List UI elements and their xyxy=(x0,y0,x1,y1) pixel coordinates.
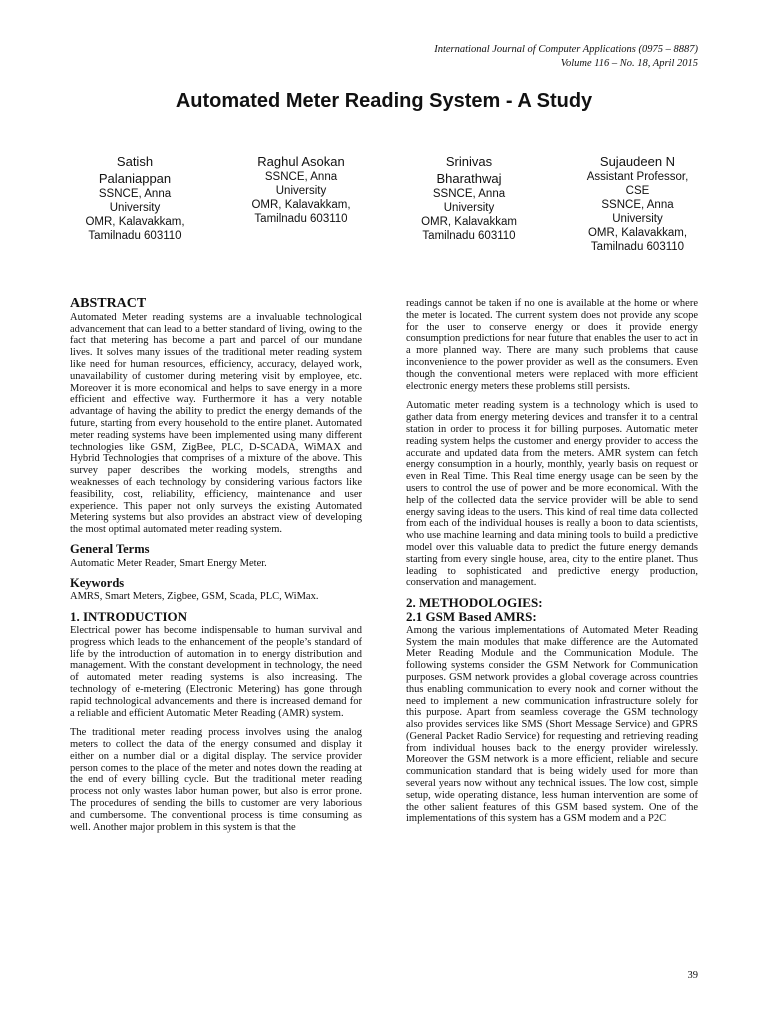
author-affiliation: SSNCE, Anna xyxy=(264,171,338,183)
author-affiliation: University xyxy=(612,213,663,225)
gsm-heading: 2.1 GSM Based AMRS: xyxy=(406,608,537,624)
author-block xyxy=(70,153,200,243)
author-name: Palaniappan xyxy=(98,171,172,186)
author-name: Raghul Asokan xyxy=(257,154,345,169)
author-affiliation: University xyxy=(109,202,161,214)
author-block xyxy=(404,153,534,243)
author-affiliation: Tamilnadu 603110 xyxy=(422,230,516,242)
general-terms-text: Automatic Meter Reader, Smart Energy Meter. xyxy=(70,557,267,569)
author-affiliation: SSNCE, Anna xyxy=(432,188,506,200)
author-affiliation: University xyxy=(275,185,327,197)
author-affiliation: SSNCE, Anna xyxy=(98,188,172,200)
general-terms-heading: General Terms xyxy=(70,541,150,556)
paper-title: Automated Meter Reading System - A Study xyxy=(175,90,593,112)
author-affiliation: CSE xyxy=(625,185,650,197)
author-affiliation: OMR, Kalavakkam, xyxy=(85,216,185,228)
introduction-paragraph: The traditional meter reading process involves using the analog meters to collect the data of the energy consumed and display it either on a number dial or a digital display. The service provider person comes to the place of the meter and notes down the reading at the end of every billing cycle. But the traditional meter reading process not only wastes labor human power, but also is error prone. The procedures of sending the bills to customer are very laborious and cumbersome. The conventional process is time consuming as well. Another major problem in this system is that the xyxy=(70,727,362,833)
author-name: Srinivas xyxy=(445,154,493,169)
author-affiliation: OMR, Kalavakkam xyxy=(421,216,517,228)
methodologies-heading: 2. METHODOLOGIES: xyxy=(406,595,543,611)
author-name: Satish xyxy=(116,154,154,169)
keywords-text: AMRS, Smart Meters, Zigbee, GSM, Scada, PLC, WiMax. xyxy=(70,591,319,603)
body-paragraph: Automatic meter reading system is a technology which is used to gather data from energy metering devices and transfer it to a central station in order to process it for billing purposes. Automatic meter reading system helps the customer and energy provider to access the accurate and updated data from the meters. AMR system can fetch energy consumption in a hourly, monthly, yearly basis on request or even in Real Time. This Real time energy usage can be seen by the users to control the use of power and be more economical. With the help of the collected data the service provider will be able to send energy saving ideas to the users. This kind of real time data collected from each of the individual houses is really a boon to data scientists, who use machine learning and data mining tools to build a predictive model over this valuable data to predict the future energy demands starting from every single house, area, city to the entire planet. Thus leading to sophisticated and predictive energy production, conservation and management. xyxy=(406,400,698,589)
author-affiliation: Assistant Professor, xyxy=(586,171,689,183)
author-block xyxy=(570,153,705,254)
abstract-heading: ABSTRACT xyxy=(70,296,147,311)
body-paragraph: Among the various implementations of Automated Meter Reading System the main modules that make difference are the Automated Meter Reading Module and the Communication Module. The following systems consider the GSM Network for Communication purposes. GSM network provides a global coverage across countries thus enabling communication to every nook and corner without the need to implement a new communication infrastructure solely for this purpose. Apart from seamless coverage the GSM technology also provides services like SMS (Short Message Service) and GPRS (General Packet Radio Service) for requesting and retrieving reading from individual houses back to the energy provider wirelessly. Moreover the GSM network is a more efficient, reliable and secure communication standard that is being widely used for more than several years now without any technical issues. The low cost, simple setup, wide operating distance, less human intervention are some of the other salient features of this GSM based system. One of the implementations of this system has a GSM modem and a P2C xyxy=(406,624,698,825)
author-affiliation: Tamilnadu 603110 xyxy=(254,213,348,225)
author-affiliation: Tamilnadu 603110 xyxy=(88,230,182,242)
left-column xyxy=(70,298,362,841)
author-affiliation: Tamilnadu 603110 xyxy=(590,241,685,253)
journal-name: International Journal of Computer Applications (0975 – 8887) xyxy=(434,44,698,55)
introduction-paragraph: Electrical power has become indispensable to human survival and progress which leads to the enhancement of the people’s standard of life by the introduction of automation in to energy distribution and management. With the constant development in technology, the need of automated meter reading systems is also increasing. The technology of e-metering (Electronic Metering) has gone through rapid technological advancements and there is increased demand for a reliable and efficient Automatic Meter Reading (AMR) system. xyxy=(70,624,362,719)
author-affiliation: University xyxy=(443,202,495,214)
keywords-heading: Keywords xyxy=(70,575,125,590)
author-affiliation: OMR, Kalavakkam, xyxy=(251,199,351,211)
abstract-text: Automated Meter reading systems are a invaluable technological advancement that can lead to a better standard of living, owing to the fact that metering has become a part and parcel of our mundane lives. It solves many issues of the traditional meter reading system like need for human resources, efficiency, accuracy, delayed work, unavailability of customer during metering visit by employee, etc. Moreover it is more economical and helps to save energy in a more efficient and effective way. Furthermore it has a very notable advantage of having the ability to predict the energy demands of the future, starting from every household to the entire planet. Automated meter reading systems have been implemented using many different technologies like GSM, ZigBee, PLC, D-SCADA, WiMAX and Hybrid Technologies that comprises of a mixture of the above. This survey paper describes the working models, strengths and weaknesses of each technology by considering various factors like feasibility, cost, reliability, efficiency, maintenance and user experience. This paper not only surveys the existing Automated Metering systems but also provides an abstract view of developing the most optimal automated meter reading system. xyxy=(70,311,362,536)
introduction-heading: 1. INTRODUCTION xyxy=(70,609,188,625)
author-name: Bharathwaj xyxy=(436,171,502,186)
page-number: 39 xyxy=(687,970,698,981)
journal-header xyxy=(434,43,698,71)
journal-volume: Volume 116 – No. 18, April 2015 xyxy=(560,58,698,69)
author-block xyxy=(236,153,366,226)
right-column xyxy=(406,298,698,833)
author-affiliation: SSNCE, Anna xyxy=(601,199,674,211)
body-paragraph: readings cannot be taken if no one is available at the home or where the meter is located. The current system does not provide any scope for the user to conserve energy or does it provide energy consumption predictions for near future that enables the user to act in a more planned way. There are many such problems that cause inconvenience to the power provider as well as the consumers. Even though the conventional meters were replaced with more efficient electronic energy meters these problems still persists. xyxy=(406,298,698,392)
author-affiliation: OMR, Kalavakkam, xyxy=(587,227,688,239)
author-name: Sujaudeen N xyxy=(599,154,676,169)
